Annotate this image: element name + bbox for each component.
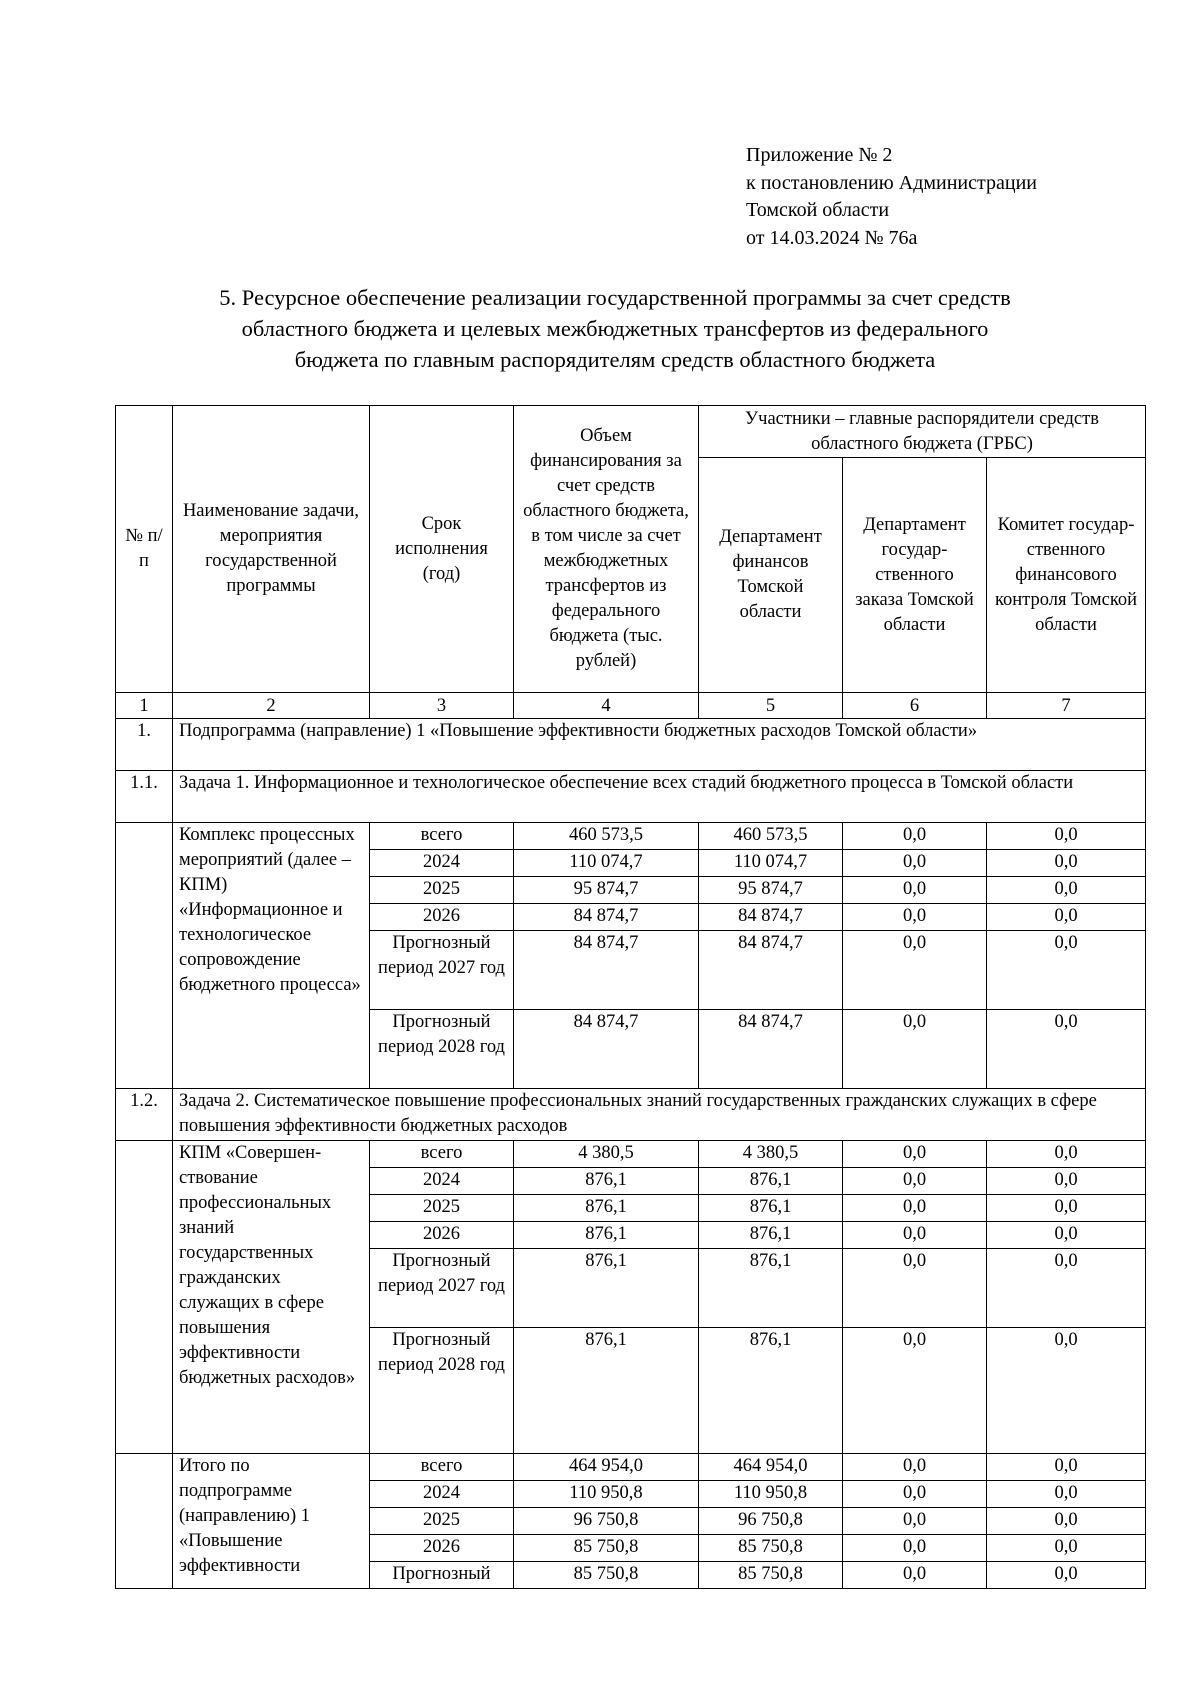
kpm-name: Комплекс процессных мероприятий (далее – КПМ) «Информационное и технологическое сопровождение бюджетного процесса» [173, 823, 370, 1089]
volume-cell: 84 874,7 [514, 931, 699, 1010]
column-number: 3 [370, 693, 514, 719]
task-title: Задача 2. Систематическое повышение профессиональных знаний государственных гражданских служащих в сфере повышения эффективности бюджетных расходов [173, 1089, 1146, 1141]
volume-cell: 876,1 [514, 1222, 699, 1249]
col5-cell: 460 573,5 [699, 823, 843, 850]
col6-cell: 0,0 [843, 1535, 987, 1562]
col5-cell: 84 874,7 [699, 904, 843, 931]
col5-cell: 84 874,7 [699, 931, 843, 1010]
col6-cell: 0,0 [843, 1010, 987, 1089]
volume-cell: 110 950,8 [514, 1481, 699, 1508]
col7-cell: 0,0 [987, 904, 1146, 931]
volume-cell: 876,1 [514, 1168, 699, 1195]
col5-cell: 876,1 [699, 1195, 843, 1222]
term-cell: 2025 [370, 877, 514, 904]
term-cell: Прогнозный период 2028 год [370, 1010, 514, 1089]
attachment-line: Томской области [746, 199, 890, 221]
col7-cell: 0,0 [987, 1141, 1146, 1168]
term-cell: 2026 [370, 1222, 514, 1249]
col6-cell: 0,0 [843, 1141, 987, 1168]
attachment-block [746, 142, 1037, 252]
header-term: Срок исполнения (год) [370, 406, 514, 693]
column-number: 2 [173, 693, 370, 719]
volume-cell: 84 874,7 [514, 1010, 699, 1089]
empty-cell [116, 1454, 173, 1589]
header-col6: Департамент государ-ственного заказа Томской области [843, 458, 987, 693]
col6-cell: 0,0 [843, 1168, 987, 1195]
col5-cell: 464 954,0 [699, 1454, 843, 1481]
term-cell: 2024 [370, 1168, 514, 1195]
header-col5: Департамент финансов Томской области [699, 458, 843, 693]
volume-cell: 95 874,7 [514, 877, 699, 904]
col7-cell: 0,0 [987, 1535, 1146, 1562]
attachment-line: Приложение № 2 [746, 144, 893, 166]
col7-cell: 0,0 [987, 1508, 1146, 1535]
volume-cell: 4 380,5 [514, 1141, 699, 1168]
col7-cell: 0,0 [987, 1222, 1146, 1249]
volume-cell: 876,1 [514, 1195, 699, 1222]
empty-cell [116, 1141, 173, 1454]
header-num: № п/п [116, 406, 173, 693]
col7-cell: 0,0 [987, 850, 1146, 877]
term-cell: Прогнозный период 2028 год [370, 1328, 514, 1454]
col7-cell: 0,0 [987, 1328, 1146, 1454]
col7-cell: 0,0 [987, 1249, 1146, 1328]
col7-cell: 0,0 [987, 877, 1146, 904]
term-cell: всего [370, 1141, 514, 1168]
volume-cell: 96 750,8 [514, 1508, 699, 1535]
term-cell: 2024 [370, 850, 514, 877]
task-row [116, 1089, 1146, 1141]
col5-cell: 110 950,8 [699, 1481, 843, 1508]
col7-cell: 0,0 [987, 1195, 1146, 1222]
title-line: бюджета по главным распорядителям средств областного бюджета [294, 347, 936, 372]
header-volume: Объем финансирования за счет средств областного бюджета, в том числе за счет межбюджетных трансфертов из федерального бюджета (тыс. рублей) [514, 406, 699, 693]
task-num: 1.2. [116, 1089, 173, 1141]
term-cell: 2025 [370, 1195, 514, 1222]
col6-cell: 0,0 [843, 877, 987, 904]
column-numbers-row [116, 693, 1146, 719]
col5-cell: 85 750,8 [699, 1535, 843, 1562]
col7-cell: 0,0 [987, 1168, 1146, 1195]
term-cell: Прогнозный период 2027 год [370, 1249, 514, 1328]
header-name: Наименование задачи, мероприятия государственной программы [173, 406, 370, 693]
col5-cell: 84 874,7 [699, 1010, 843, 1089]
column-number: 1 [116, 693, 173, 719]
col6-cell: 0,0 [843, 850, 987, 877]
attachment-line: от 14.03.2024 № 76а [746, 226, 918, 249]
volume-cell: 110 074,7 [514, 850, 699, 877]
volume-cell: 876,1 [514, 1249, 699, 1328]
col6-cell: 0,0 [843, 1562, 987, 1589]
term-cell: Прогнозный период 2027 год [370, 931, 514, 1010]
col5-cell: 876,1 [699, 1249, 843, 1328]
col5-cell: 85 750,8 [699, 1562, 843, 1589]
col5-cell: 95 874,7 [699, 877, 843, 904]
col6-cell: 0,0 [843, 1249, 987, 1328]
task-title: Задача 1. Информационное и технологическое обеспечение всех стадий бюджетного процесса в Томской области [173, 771, 1146, 823]
volume-cell: 85 750,8 [514, 1562, 699, 1589]
term-cell: всего [370, 1454, 514, 1481]
total-name: Итого по подпрограмме (направлению) 1 «Повышение эффективности [173, 1454, 370, 1589]
table-row [116, 1454, 1146, 1481]
kpm-name: КПМ «Совершен-ствование профессиональных знаний государственных гражданских служащих в сфере повышения эффективности бюджетных расходов» [173, 1141, 370, 1454]
col5-cell: 110 074,7 [699, 850, 843, 877]
col5-cell: 96 750,8 [699, 1508, 843, 1535]
table-row [116, 823, 1146, 850]
col6-cell: 0,0 [843, 931, 987, 1010]
col7-cell: 0,0 [987, 1454, 1146, 1481]
col5-cell: 876,1 [699, 1222, 843, 1249]
volume-cell: 460 573,5 [514, 823, 699, 850]
term-cell: Прогнозный [370, 1562, 514, 1589]
col5-cell: 876,1 [699, 1168, 843, 1195]
section-title: Подпрограмма (направление) 1 «Повышение эффективности бюджетных расходов Томской области» [173, 719, 1146, 771]
volume-cell: 876,1 [514, 1328, 699, 1454]
volume-cell: 464 954,0 [514, 1454, 699, 1481]
col7-cell: 0,0 [987, 1562, 1146, 1589]
col6-cell: 0,0 [843, 823, 987, 850]
term-cell: 2025 [370, 1508, 514, 1535]
attachment-line: к постановлению Администрации [746, 171, 1037, 194]
term-cell: 2026 [370, 1535, 514, 1562]
title-line: областного бюджета и целевых межбюджетных трансфертов из федерального [241, 316, 989, 341]
col5-cell: 876,1 [699, 1328, 843, 1454]
term-cell: всего [370, 823, 514, 850]
section-row [116, 719, 1146, 771]
col6-cell: 0,0 [843, 1222, 987, 1249]
header-col7: Комитет государ-ственного финансового контроля Томской области [987, 458, 1146, 693]
col6-cell: 0,0 [843, 1328, 987, 1454]
col6-cell: 0,0 [843, 1481, 987, 1508]
column-number: 4 [514, 693, 699, 719]
term-cell: 2024 [370, 1481, 514, 1508]
col7-cell: 0,0 [987, 1010, 1146, 1089]
col6-cell: 0,0 [843, 1195, 987, 1222]
task-row [116, 771, 1146, 823]
col6-cell: 0,0 [843, 904, 987, 931]
col7-cell: 0,0 [987, 1481, 1146, 1508]
volume-cell: 84 874,7 [514, 904, 699, 931]
title-line: 5. Ресурсное обеспечение реализации государственной программы за счет средств [219, 285, 1011, 310]
col7-cell: 0,0 [987, 931, 1146, 1010]
section-num: 1. [116, 719, 173, 771]
header-participants: Участники – главные распорядители средств областного бюджета (ГРБС) [699, 406, 1146, 458]
task-num: 1.1. [116, 771, 173, 823]
empty-cell [116, 823, 173, 1089]
col7-cell: 0,0 [987, 823, 1146, 850]
col6-cell: 0,0 [843, 1454, 987, 1481]
col5-cell: 4 380,5 [699, 1141, 843, 1168]
column-number: 6 [843, 693, 987, 719]
volume-cell: 85 750,8 [514, 1535, 699, 1562]
term-cell: 2026 [370, 904, 514, 931]
col6-cell: 0,0 [843, 1508, 987, 1535]
funding-table [115, 405, 1146, 1589]
column-number: 5 [699, 693, 843, 719]
page-title [120, 282, 1110, 375]
column-number: 7 [987, 693, 1146, 719]
table-row [116, 1141, 1146, 1168]
